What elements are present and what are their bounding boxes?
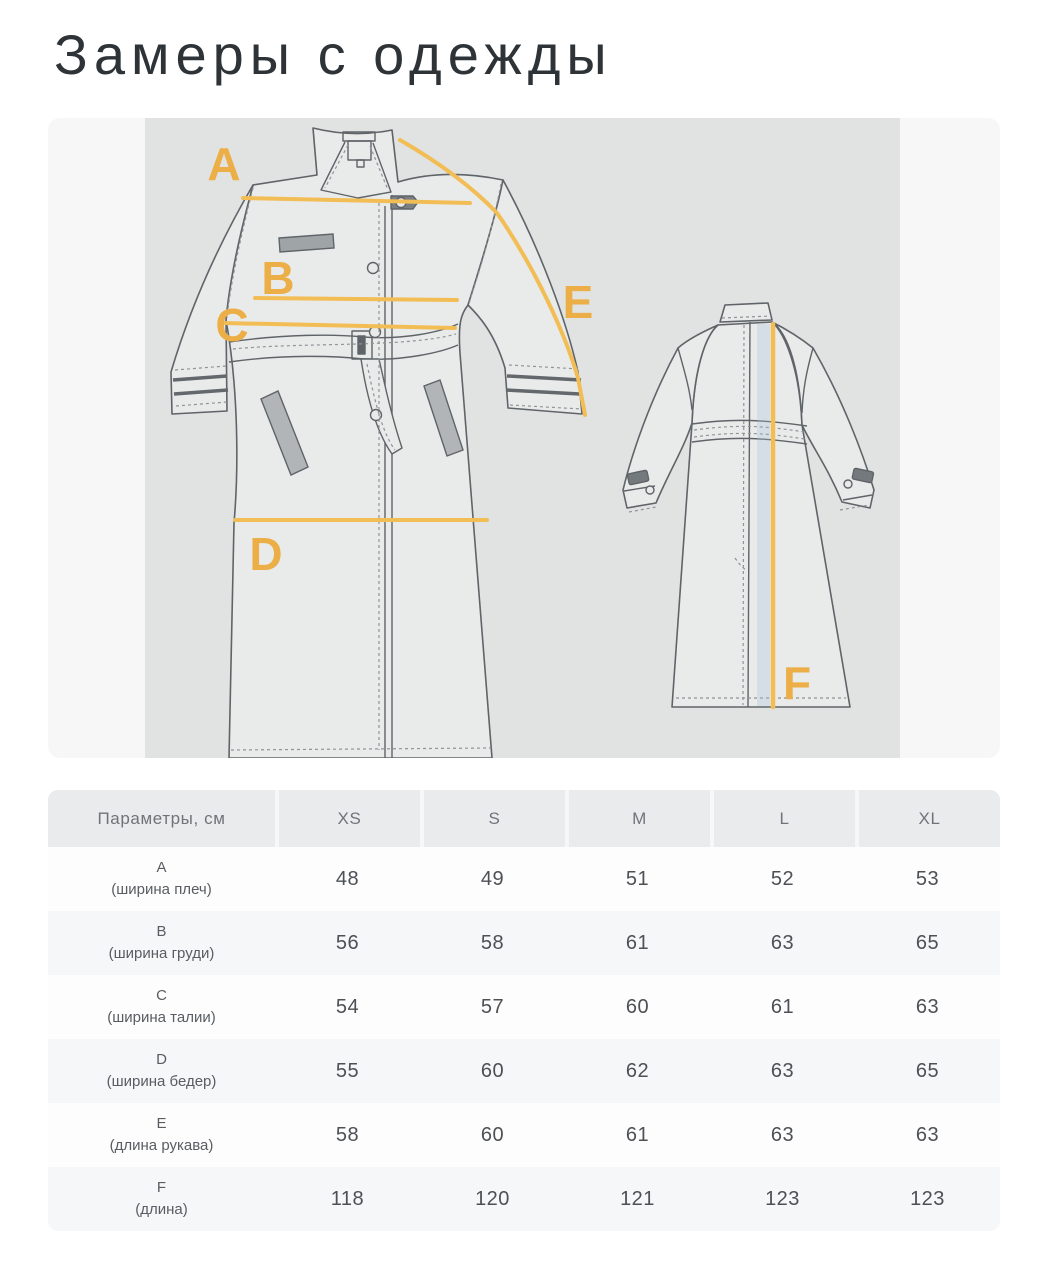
letter-c: C	[215, 299, 249, 351]
value-cell: 48	[335, 867, 360, 890]
table-row	[48, 1039, 1000, 1103]
param-letter: E	[156, 1115, 167, 1133]
value-cell: 123	[765, 1187, 800, 1210]
param-cell	[48, 975, 275, 1039]
value-cell: 63	[770, 1123, 795, 1146]
column-header-m: M	[565, 790, 710, 847]
value-cell: 58	[480, 931, 505, 954]
value-cell: 55	[335, 1059, 360, 1082]
page-title: Замеры с одежды	[54, 23, 613, 86]
value-cell: 54	[335, 995, 360, 1018]
value-cell: 63	[915, 995, 940, 1018]
coat-sketch-svg	[145, 118, 900, 758]
value-cell: 60	[480, 1123, 505, 1146]
value-cell: 123	[910, 1187, 945, 1210]
value-cell: 60	[480, 1059, 505, 1082]
value-cell: 52	[770, 867, 795, 890]
measurement-diagram-card	[48, 118, 1000, 758]
value-cell: 51	[625, 867, 650, 890]
column-header-params: Параметры, см	[97, 808, 226, 828]
value-cell: 57	[480, 995, 505, 1018]
value-cell: 56	[335, 931, 360, 954]
param-cell	[48, 1103, 275, 1167]
param-cell	[48, 911, 275, 975]
letter-b: B	[261, 252, 295, 304]
param-cell	[48, 1167, 275, 1231]
value-cell: 49	[480, 867, 505, 890]
param-letter: D	[156, 1051, 167, 1069]
letter-f: F	[782, 657, 812, 709]
param-letter: F	[156, 1179, 167, 1197]
value-cell: 61	[625, 1123, 650, 1146]
back-collar	[720, 303, 772, 322]
param-desc: (ширина талии)	[107, 1009, 216, 1026]
value-cell: 121	[620, 1187, 655, 1210]
param-cell	[48, 1039, 275, 1103]
column-header-l: L	[710, 790, 855, 847]
table-row	[48, 911, 1000, 975]
column-header-s: S	[420, 790, 565, 847]
column-header-xs: XS	[275, 790, 420, 847]
param-desc: (длина рукава)	[109, 1137, 214, 1154]
param-cell	[48, 847, 275, 911]
table-row	[48, 975, 1000, 1039]
value-cell: 65	[915, 1059, 940, 1082]
value-cell: 53	[915, 867, 940, 890]
value-cell: 63	[915, 1123, 940, 1146]
param-desc: (ширина плеч)	[111, 881, 212, 898]
param-desc: (ширина бедер)	[106, 1073, 217, 1090]
param-letter: A	[156, 859, 167, 877]
letter-a: A	[207, 138, 241, 190]
param-letter: B	[156, 923, 167, 941]
param-desc: (длина)	[135, 1201, 188, 1218]
param-desc: (ширина груди)	[108, 945, 215, 962]
value-cell: 60	[625, 995, 650, 1018]
table-header-row	[48, 790, 1000, 847]
value-cell: 61	[625, 931, 650, 954]
table-row	[48, 847, 1000, 911]
size-table	[48, 790, 1000, 1231]
coat-measurement-diagram	[145, 118, 900, 758]
value-cell: 63	[770, 1059, 795, 1082]
value-cell: 63	[770, 931, 795, 954]
value-cell: 65	[915, 931, 940, 954]
value-cell: 120	[475, 1187, 510, 1210]
table-row	[48, 1103, 1000, 1167]
letter-e: E	[562, 276, 594, 328]
front-body	[226, 128, 503, 758]
value-cell: 118	[330, 1187, 365, 1210]
value-cell: 61	[770, 995, 795, 1018]
letter-d: D	[249, 528, 283, 580]
table-row	[48, 1167, 1000, 1231]
value-cell: 58	[335, 1123, 360, 1146]
length-highlight-band	[757, 324, 770, 706]
value-cell: 62	[625, 1059, 650, 1082]
column-header-xl: XL	[855, 790, 1000, 847]
param-letter: C	[156, 987, 167, 1005]
